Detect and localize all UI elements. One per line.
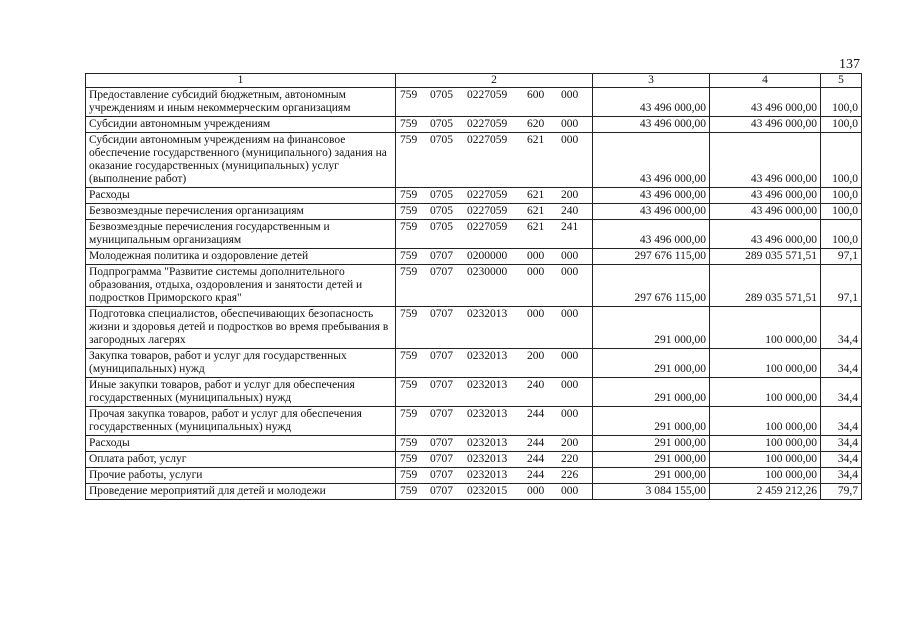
table-row — [86, 484, 862, 500]
table-row — [86, 468, 862, 484]
code-section: 0705 — [430, 134, 453, 146]
row-planned: 43 496 000,00 — [593, 117, 710, 133]
row-executed: 100 000,00 — [710, 378, 821, 407]
code-grbs: 759 — [400, 469, 418, 481]
code-expense-type: 600 — [527, 89, 545, 101]
row-executed: 100 000,00 — [710, 452, 821, 468]
code-target: 0232013 — [467, 308, 508, 320]
code-target: 0232013 — [467, 453, 508, 465]
code-grbs: 759 — [400, 134, 418, 146]
code-section: 0707 — [430, 469, 453, 481]
table-row — [86, 249, 862, 265]
code-kosgu: 000 — [561, 350, 579, 362]
row-planned: 43 496 000,00 — [593, 220, 710, 249]
header-cell-4: 4 — [710, 74, 821, 88]
row-name: Субсидии автономным учреждениям — [86, 117, 396, 133]
code-target: 0232013 — [467, 379, 508, 391]
row-percent: 100,0 — [821, 204, 862, 220]
code-grbs: 759 — [400, 437, 418, 449]
row-name: Субсидии автономным учреждениям на финансовое обеспечение государственного (муниципального) задания на оказание государственных (муниципальных) услуг (выполнение работ) — [86, 133, 396, 188]
code-grbs: 759 — [400, 379, 418, 391]
row-executed: 100 000,00 — [710, 407, 821, 436]
row-codes — [396, 407, 593, 436]
code-section: 0705 — [430, 89, 453, 101]
code-kosgu: 000 — [561, 379, 579, 391]
row-percent: 34,4 — [821, 452, 862, 468]
row-name: Оплата работ, услуг — [86, 452, 396, 468]
row-name: Закупка товаров, работ и услуг для государственных (муниципальных) нужд — [86, 349, 396, 378]
code-grbs: 759 — [400, 189, 418, 201]
row-percent: 34,4 — [821, 349, 862, 378]
code-expense-type: 200 — [527, 350, 545, 362]
code-section: 0707 — [430, 266, 453, 278]
page-number: 137 — [839, 57, 860, 72]
code-grbs: 759 — [400, 453, 418, 465]
row-planned: 297 676 115,00 — [593, 265, 710, 307]
code-kosgu: 000 — [561, 308, 579, 320]
code-expense-type: 621 — [527, 221, 545, 233]
code-kosgu: 200 — [561, 437, 579, 449]
row-name: Прочие работы, услуги — [86, 468, 396, 484]
row-name: Подготовка специалистов, обеспечивающих безопасность жизни и здоровья детей и подростков во время пребывания в загородных лагерях — [86, 307, 396, 349]
row-percent: 34,4 — [821, 307, 862, 349]
row-planned: 43 496 000,00 — [593, 133, 710, 188]
table-row — [86, 407, 862, 436]
table-row — [86, 452, 862, 468]
code-target: 0232013 — [467, 437, 508, 449]
code-kosgu: 220 — [561, 453, 579, 465]
code-section: 0707 — [430, 379, 453, 391]
table-row — [86, 117, 862, 133]
row-percent: 100,0 — [821, 133, 862, 188]
code-target: 0227059 — [467, 134, 508, 146]
row-executed: 289 035 571,51 — [710, 249, 821, 265]
code-kosgu: 000 — [561, 266, 579, 278]
code-expense-type: 244 — [527, 469, 545, 481]
code-kosgu: 000 — [561, 89, 579, 101]
code-expense-type: 244 — [527, 437, 545, 449]
code-section: 0705 — [430, 189, 453, 201]
row-codes — [396, 265, 593, 307]
table-row — [86, 378, 862, 407]
code-expense-type: 621 — [527, 205, 545, 217]
budget-table — [85, 73, 862, 500]
row-planned: 3 084 155,00 — [593, 484, 710, 500]
code-grbs: 759 — [400, 308, 418, 320]
row-executed: 100 000,00 — [710, 307, 821, 349]
row-name: Иные закупки товаров, работ и услуг для обеспечения государственных (муниципальных) нужд — [86, 378, 396, 407]
code-grbs: 759 — [400, 350, 418, 362]
code-kosgu: 240 — [561, 205, 579, 217]
row-codes — [396, 188, 593, 204]
budget-table-body — [86, 74, 862, 500]
row-planned: 297 676 115,00 — [593, 249, 710, 265]
table-row — [86, 188, 862, 204]
code-kosgu: 000 — [561, 408, 579, 420]
code-target: 0232013 — [467, 469, 508, 481]
row-percent: 100,0 — [821, 220, 862, 249]
code-grbs: 759 — [400, 205, 418, 217]
code-section: 0707 — [430, 453, 453, 465]
row-executed: 43 496 000,00 — [710, 220, 821, 249]
row-planned: 291 000,00 — [593, 468, 710, 484]
code-expense-type: 621 — [527, 134, 545, 146]
code-target: 0232013 — [467, 350, 508, 362]
code-target: 0200000 — [467, 250, 508, 262]
code-section: 0705 — [430, 118, 453, 130]
row-percent: 100,0 — [821, 117, 862, 133]
row-percent: 100,0 — [821, 188, 862, 204]
table-row — [86, 349, 862, 378]
code-kosgu: 241 — [561, 221, 579, 233]
code-grbs: 759 — [400, 408, 418, 420]
row-name: Прочая закупка товаров, работ и услуг для обеспечения государственных (муниципальных) нужд — [86, 407, 396, 436]
row-name: Безвозмездные перечисления государственным и муниципальным организациям — [86, 220, 396, 249]
table-row — [86, 88, 862, 117]
code-expense-type: 244 — [527, 408, 545, 420]
row-executed: 100 000,00 — [710, 436, 821, 452]
code-section: 0705 — [430, 205, 453, 217]
code-kosgu: 226 — [561, 469, 579, 481]
row-codes — [396, 204, 593, 220]
row-codes — [396, 484, 593, 500]
row-executed: 43 496 000,00 — [710, 133, 821, 188]
code-target: 0232013 — [467, 408, 508, 420]
row-percent: 100,0 — [821, 88, 862, 117]
header-cell-3: 3 — [593, 74, 710, 88]
code-kosgu: 000 — [561, 250, 579, 262]
table-row — [86, 133, 862, 188]
code-section: 0705 — [430, 221, 453, 233]
row-executed: 43 496 000,00 — [710, 188, 821, 204]
header-cell-1: 1 — [86, 74, 396, 88]
table-row — [86, 436, 862, 452]
code-kosgu: 200 — [561, 189, 579, 201]
row-planned: 291 000,00 — [593, 407, 710, 436]
header-cell-5: 5 — [821, 74, 862, 88]
code-expense-type: 244 — [527, 453, 545, 465]
code-grbs: 759 — [400, 118, 418, 130]
row-codes — [396, 436, 593, 452]
row-codes — [396, 133, 593, 188]
table-row — [86, 265, 862, 307]
code-section: 0707 — [430, 350, 453, 362]
header-cell-2: 2 — [396, 74, 593, 88]
row-percent: 97,1 — [821, 249, 862, 265]
row-executed: 289 035 571,51 — [710, 265, 821, 307]
row-percent: 34,4 — [821, 407, 862, 436]
code-target: 0232015 — [467, 485, 508, 497]
table-header-row — [86, 74, 862, 88]
row-percent: 97,1 — [821, 265, 862, 307]
code-expense-type: 621 — [527, 189, 545, 201]
row-name: Молодежная политика и оздоровление детей — [86, 249, 396, 265]
row-name: Безвозмездные перечисления организациям — [86, 204, 396, 220]
row-name: Предоставление субсидий бюджетным, автономным учреждениям и иным некоммерческим организациям — [86, 88, 396, 117]
code-expense-type: 000 — [527, 308, 545, 320]
row-planned: 291 000,00 — [593, 349, 710, 378]
row-codes — [396, 452, 593, 468]
row-executed: 43 496 000,00 — [710, 204, 821, 220]
row-percent: 79,7 — [821, 484, 862, 500]
row-percent: 34,4 — [821, 468, 862, 484]
row-planned: 291 000,00 — [593, 378, 710, 407]
row-name: Подпрограмма "Развитие системы дополнительного образования, отдыха, оздоровления и занятости детей и подростков Приморского края" — [86, 265, 396, 307]
row-name: Расходы — [86, 188, 396, 204]
row-planned: 43 496 000,00 — [593, 88, 710, 117]
row-codes — [396, 468, 593, 484]
row-executed: 100 000,00 — [710, 349, 821, 378]
row-executed: 2 459 212,26 — [710, 484, 821, 500]
code-grbs: 759 — [400, 266, 418, 278]
row-percent: 34,4 — [821, 436, 862, 452]
row-codes — [396, 88, 593, 117]
row-codes — [396, 307, 593, 349]
code-section: 0707 — [430, 308, 453, 320]
row-name: Проведение мероприятий для детей и молодежи — [86, 484, 396, 500]
code-target: 0227059 — [467, 118, 508, 130]
row-codes — [396, 220, 593, 249]
code-target: 0227059 — [467, 205, 508, 217]
code-kosgu: 000 — [561, 118, 579, 130]
code-section: 0707 — [430, 250, 453, 262]
code-kosgu: 000 — [561, 485, 579, 497]
row-name: Расходы — [86, 436, 396, 452]
code-grbs: 759 — [400, 221, 418, 233]
code-expense-type: 000 — [527, 250, 545, 262]
code-expense-type: 000 — [527, 485, 545, 497]
code-expense-type: 000 — [527, 266, 545, 278]
code-grbs: 759 — [400, 89, 418, 101]
row-planned: 291 000,00 — [593, 452, 710, 468]
table-row — [86, 220, 862, 249]
row-planned: 291 000,00 — [593, 307, 710, 349]
code-section: 0707 — [430, 485, 453, 497]
row-codes — [396, 117, 593, 133]
code-grbs: 759 — [400, 485, 418, 497]
row-executed: 43 496 000,00 — [710, 88, 821, 117]
code-section: 0707 — [430, 408, 453, 420]
row-codes — [396, 378, 593, 407]
code-section: 0707 — [430, 437, 453, 449]
row-planned: 291 000,00 — [593, 436, 710, 452]
table-row — [86, 307, 862, 349]
table-row — [86, 204, 862, 220]
row-executed: 43 496 000,00 — [710, 117, 821, 133]
row-percent: 34,4 — [821, 378, 862, 407]
row-codes — [396, 349, 593, 378]
row-planned: 43 496 000,00 — [593, 188, 710, 204]
row-codes — [396, 249, 593, 265]
code-target: 0230000 — [467, 266, 508, 278]
code-expense-type: 620 — [527, 118, 545, 130]
code-grbs: 759 — [400, 250, 418, 262]
code-kosgu: 000 — [561, 134, 579, 146]
code-target: 0227059 — [467, 189, 508, 201]
row-planned: 43 496 000,00 — [593, 204, 710, 220]
code-target: 0227059 — [467, 89, 508, 101]
code-target: 0227059 — [467, 221, 508, 233]
code-expense-type: 240 — [527, 379, 545, 391]
row-executed: 100 000,00 — [710, 468, 821, 484]
